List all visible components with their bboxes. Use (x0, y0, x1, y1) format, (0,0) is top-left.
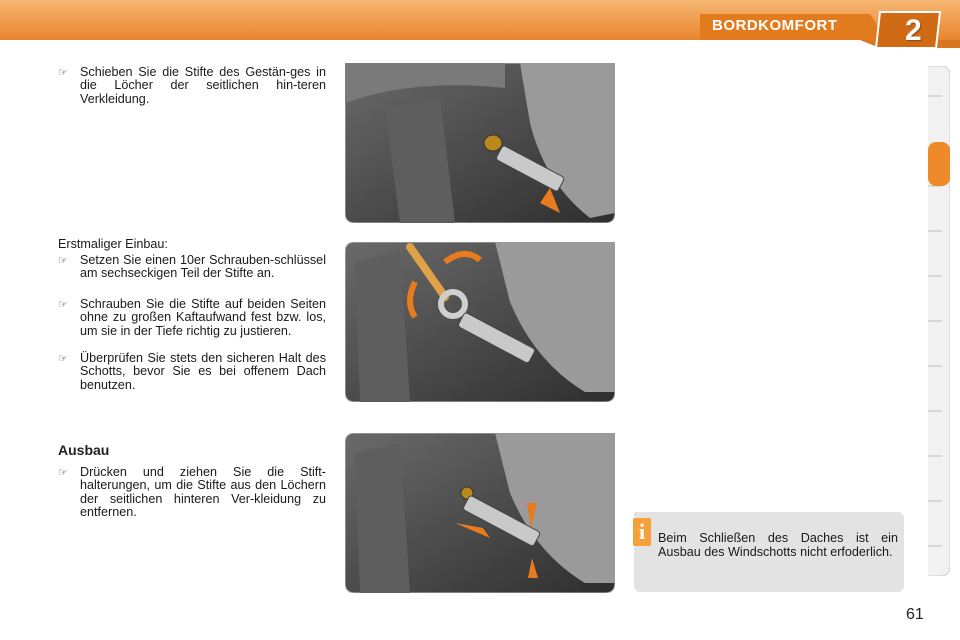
instruction-remove: Drücken und ziehen Sie die Stift-halterungen, um die Stifte aus den Löchern der seitlichen hinteren Ver-kleidung zu entfernen. (80, 465, 326, 520)
chapter-title: BORDKOMFORT (712, 17, 838, 34)
bullet-icon: ☞ (58, 67, 68, 79)
instruction-insert-pins: Schieben Sie die Stifte des Gestän-ges in die Löcher der seitlichen hin-teren Verkleidung. (80, 65, 326, 106)
bullet-icon: ☞ (58, 467, 68, 479)
chapter-tabs (928, 66, 950, 576)
instruction-adjust: Schrauben Sie die Stifte auf beiden Seiten ohne zu großen Kaftaufwand fest bzw. los, um sie in der Tiefe richtig zu justieren. (80, 297, 326, 338)
illustration-remove-pin (345, 433, 615, 593)
instruction-wrench: Setzen Sie einen 10er Schrauben-schlüssel am sechseckigen Teil der Stifte an. (80, 253, 326, 281)
info-icon: i (633, 518, 651, 546)
instruction-check: Überprüfen Sie stets den sicheren Halt des Schotts, bevor Sie es bei offenem Dach benutzen. (80, 351, 326, 392)
illustration-wrench (345, 242, 615, 402)
chapter-number: 2 (905, 14, 922, 47)
bullet-icon: ☞ (58, 255, 68, 267)
info-note-text: Beim Schließen des Daches ist ein Ausbau des Windschotts nicht erfoderlich. (658, 531, 898, 559)
bullet-icon: ☞ (58, 299, 68, 311)
bullet-icon: ☞ (58, 353, 68, 365)
section-title-removal: Ausbau (58, 442, 110, 458)
chapter-header (0, 0, 960, 50)
page-number: 61 (906, 606, 924, 623)
intro-heading: Erstmaliger Einbau: (58, 237, 168, 251)
illustration-insert-pin (345, 63, 615, 223)
